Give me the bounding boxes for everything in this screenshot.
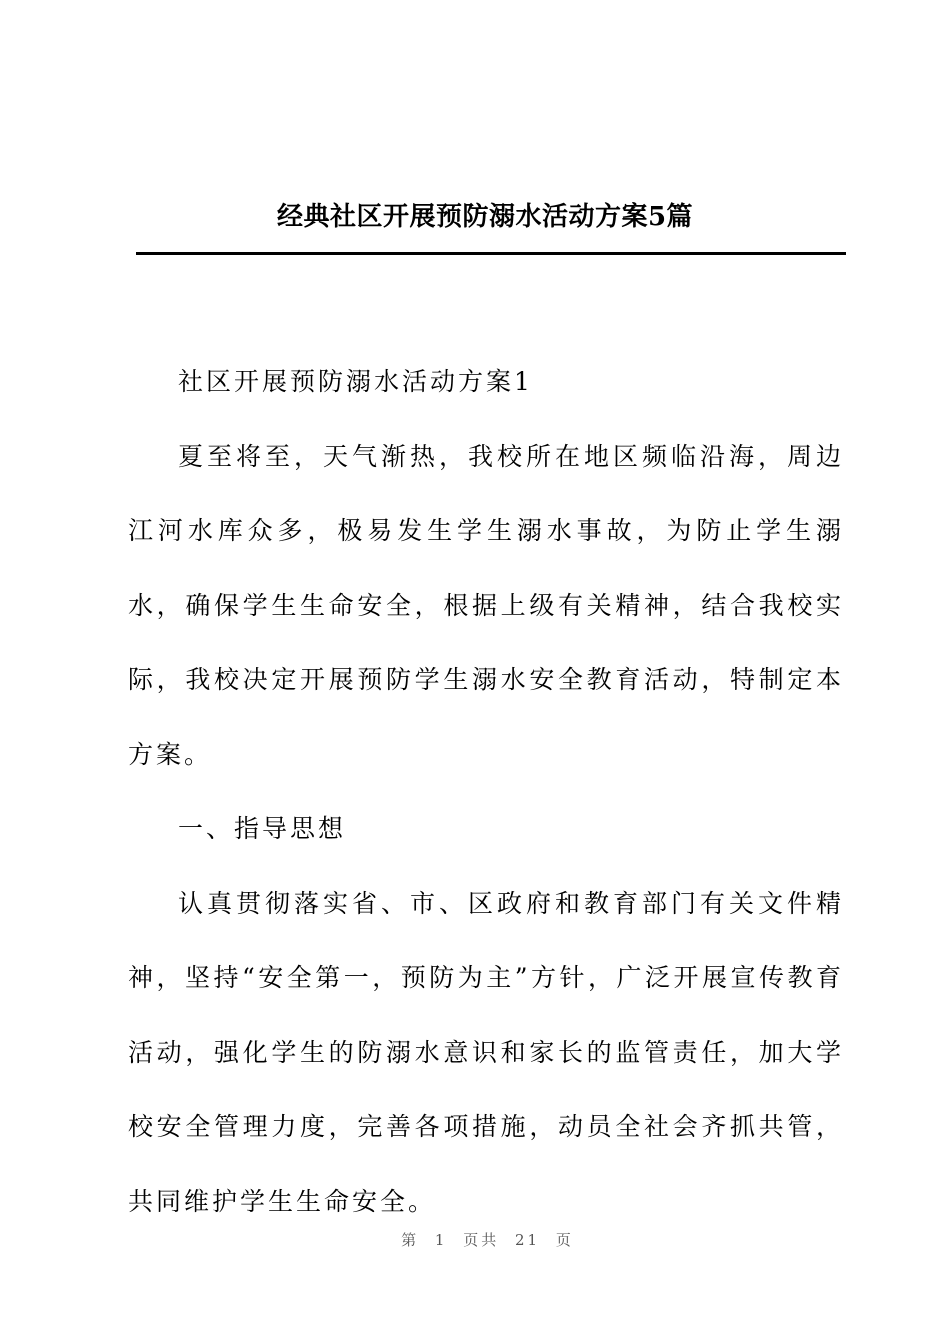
section-heading: 一、指导思想 <box>178 814 347 843</box>
paragraph: 夏至将至，天气渐热，我校所在地区频临沿海，周边江河水库众多，极易发生学生溺水事故，为防止学生溺水，确保学生生命安全，根据上级有关精神，结合我校实际，我校决定开展预防学生溺水安全教育活动，特制定本方案。 <box>128 441 844 769</box>
paragraph: 认真贯彻落实省、市、区政府和教育部门有关文件精神，坚持“安全第一，预防为主”方针，广泛开展宣传教育活动，强化学生的防溺水意识和家长的监管责任，加大学校安全管理力度，完善各项措施，动员全社会齐抓共管，共同维护学生生命安全。 <box>128 888 844 1216</box>
document-title: 经典社区开展预防溺水活动方案5篇 <box>276 202 694 232</box>
page-footer: 第 1 页共 21 页 <box>401 1231 574 1249</box>
document-body <box>128 345 844 1239</box>
title-divider <box>136 252 846 255</box>
section-heading: 社区开展预防溺水活动方案1 <box>178 367 533 396</box>
